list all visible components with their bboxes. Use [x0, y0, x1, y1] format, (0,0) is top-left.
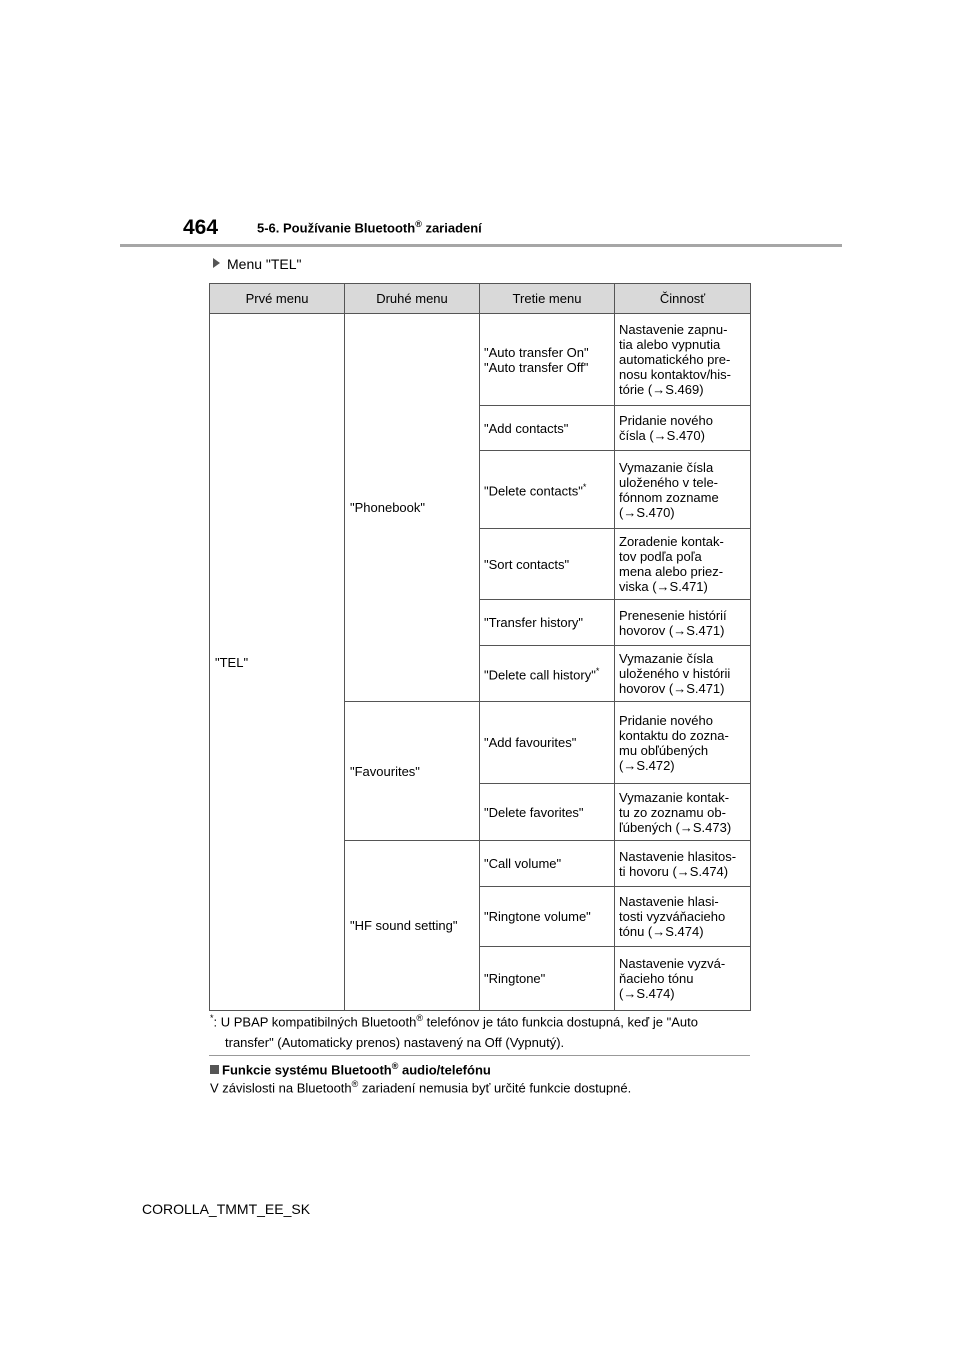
section-divider	[209, 1055, 750, 1056]
action-line: Zoradenie kontak-	[619, 534, 724, 549]
header-divider	[120, 244, 842, 247]
action-line: hovorov (→S.471)	[619, 681, 725, 696]
table-header-row	[210, 284, 751, 314]
action-line: tov podľa poľa	[619, 549, 702, 564]
action-line: kontaktu do zozna-	[619, 727, 729, 743]
document-code: COROLLA_TMMT_EE_SK	[142, 1201, 311, 1217]
section-title-pre: 5-6. Používanie Bluetooth	[257, 220, 416, 236]
action-line: nosu kontaktov/his-	[619, 367, 732, 382]
action-line: ti hovoru (→S.474)	[619, 863, 729, 879]
header-second-menu: Druhé menu	[345, 284, 480, 314]
page-number: 464	[183, 216, 219, 239]
registered-mark: ®	[391, 1061, 399, 1071]
section-title	[257, 219, 482, 235]
action-line: ňacieho tónu	[619, 971, 694, 986]
footnote	[210, 1008, 750, 1053]
third-menu-line: "Ringtone volume"	[484, 909, 591, 924]
third-menu-line: "Delete call history"	[484, 667, 596, 683]
action-line: (→S.470)	[619, 504, 675, 520]
action-line: Prenesenie histórií	[619, 607, 727, 623]
footnote-line-2: transfer" (Automaticky prenos) nastavený na Off (Vypnutý).	[225, 1035, 565, 1051]
third-menu-line: "Auto transfer Off"	[484, 359, 589, 375]
action-line: mu obľúbených	[619, 742, 709, 758]
second-menu-cell: "Phonebook"	[345, 314, 480, 702]
triangle-bullet-icon	[213, 258, 220, 268]
third-menu-line-with-note	[484, 664, 611, 682]
footnote-ref: *	[582, 482, 587, 493]
footnote-line-1	[210, 1008, 750, 1032]
footnote-ref: *	[595, 666, 600, 677]
third-menu-line: "Call volume"	[484, 856, 562, 871]
section-body-pre: V závislosti na Bluetooth	[210, 1080, 352, 1096]
third-menu-cell	[480, 451, 615, 529]
action-line: Nastavenie vyzvá-	[619, 956, 726, 971]
third-menu-line: "Transfer history"	[484, 615, 584, 630]
header-third-menu: Tretie menu	[480, 284, 615, 314]
action-line: tu zo zoznamu ob-	[619, 804, 726, 820]
third-menu-cell	[480, 646, 615, 702]
third-menu-line: "Delete favorites"	[484, 804, 584, 820]
section-heading	[210, 1061, 491, 1077]
third-menu-cell	[480, 529, 615, 600]
table-row	[210, 314, 751, 406]
action-cell	[615, 947, 751, 1011]
action-line: fónnom zozname	[619, 489, 719, 505]
third-menu-cell	[480, 887, 615, 947]
third-menu-cell	[480, 784, 615, 841]
square-bullet-icon	[210, 1065, 219, 1074]
action-line: Vymazanie čísla	[619, 459, 714, 475]
action-cell	[615, 646, 751, 702]
registered-mark: ®	[415, 219, 422, 229]
action-line: Vymazanie čísla	[619, 651, 714, 666]
action-line: (→S.474)	[619, 986, 675, 1001]
section-body-post: zariadení nemusia byť určité funkcie dostupné.	[358, 1080, 632, 1096]
section-heading-post: audio/telefónu	[398, 1062, 491, 1078]
third-menu-line: "Add favourites"	[484, 735, 577, 750]
header-action: Činnosť	[615, 284, 751, 314]
action-line: viska (→S.471)	[619, 579, 708, 594]
registered-mark: ®	[416, 1013, 423, 1023]
third-menu-cell	[480, 947, 615, 1011]
action-line: Nastavenie hlasi-	[619, 894, 719, 909]
action-line: Vymazanie kontak-	[619, 789, 730, 805]
table-subtitle	[213, 256, 302, 272]
action-cell	[615, 451, 751, 529]
action-line: uloženého v tele-	[619, 474, 719, 490]
section-title-post: zariadení	[421, 220, 482, 236]
action-line: čísla (→S.470)	[619, 428, 705, 443]
third-menu-line-with-note	[484, 480, 611, 498]
action-cell	[615, 702, 751, 784]
second-menu-cell: "Favourites"	[345, 702, 480, 841]
third-menu-cell	[480, 841, 615, 887]
footnote-marker: *	[210, 1013, 214, 1023]
footnote-text-post: telefónov je táto funkcia dostupná, keď je "Auto	[422, 1014, 698, 1030]
third-menu-line: "Ringtone"	[484, 971, 546, 986]
third-menu-cell	[480, 314, 615, 406]
third-menu-line: "Auto transfer On"	[484, 344, 589, 360]
third-menu-cell	[480, 600, 615, 646]
action-line: automatického pre-	[619, 352, 731, 367]
action-line: tónu (→S.474)	[619, 924, 704, 939]
second-menu-cell: "HF sound setting"	[345, 841, 480, 1011]
action-line: ľúbených (→S.473)	[619, 819, 732, 835]
action-line: tosti vyzváňacieho	[619, 909, 726, 924]
action-line: Nastavenie zapnu-	[619, 322, 728, 337]
action-cell	[615, 529, 751, 600]
action-line: tórie (→S.469)	[619, 382, 704, 397]
action-line: uloženého v histórii	[619, 666, 731, 681]
third-menu-line: "Add contacts"	[484, 420, 569, 436]
action-line: tia alebo vypnutia	[619, 337, 721, 352]
action-cell	[615, 841, 751, 887]
footnote-text-pre: : U PBAP kompatibilných Bluetooth	[213, 1014, 417, 1030]
action-cell	[615, 314, 751, 406]
registered-mark: ®	[351, 1079, 359, 1089]
menu-table	[209, 283, 751, 1011]
action-line: Pridanie nového	[619, 712, 713, 728]
action-cell	[615, 784, 751, 841]
action-line: mena alebo priez-	[619, 564, 724, 579]
action-line: (→S.472)	[619, 757, 675, 773]
action-line: hovorov (→S.471)	[619, 622, 725, 638]
third-menu-cell	[480, 702, 615, 784]
table-body	[210, 314, 751, 1011]
action-cell	[615, 887, 751, 947]
header-first-menu: Prvé menu	[210, 284, 345, 314]
third-menu-cell	[480, 406, 615, 451]
action-line: Nastavenie hlasitos-	[619, 848, 737, 864]
action-cell	[615, 406, 751, 451]
section-heading-pre: Funkcie systému Bluetooth	[222, 1062, 392, 1078]
action-line: Pridanie nového	[619, 413, 713, 428]
first-menu-cell: "TEL"	[210, 314, 345, 1011]
section-body	[210, 1079, 631, 1095]
third-menu-line: "Delete contacts"	[484, 483, 583, 499]
third-menu-line: "Sort contacts"	[484, 556, 570, 572]
subtitle-text: Menu "TEL"	[227, 256, 302, 272]
action-cell	[615, 600, 751, 646]
